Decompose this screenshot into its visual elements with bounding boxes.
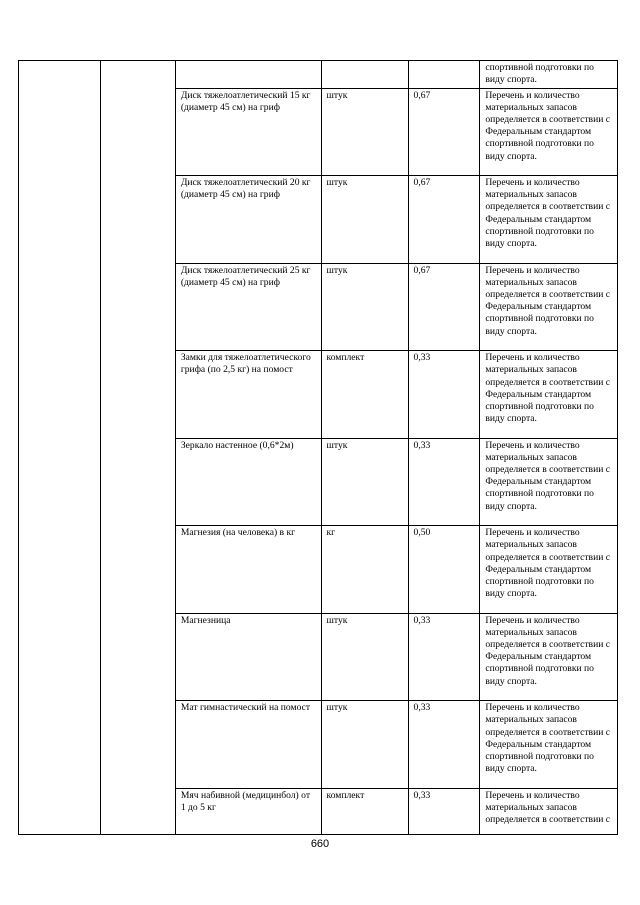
cell-note: Перечень и количество материальных запасов определяется в соответствии с Федеральным стандартом спортивной подготовки по виду спорта. [480,613,618,701]
cell-name: Мяч набивной (медицинбол) от 1 до 5 кг [175,788,321,834]
cell-qty [408,61,480,89]
cell-qty: 0,67 [408,88,480,176]
cell-qty: 0,33 [408,701,480,789]
cell-note: Перечень и количество материальных запасов определяется в соответствии с Федеральным стандартом спортивной подготовки по виду спорта. [480,351,618,439]
cell-unit: штук [321,88,408,176]
cell-unit: штук [321,263,408,351]
cell-note: Перечень и количество материальных запасов определяется в соответствии с Федеральным стандартом спортивной подготовки по виду спорта. [480,263,618,351]
cell-name: Магнезия (на человека) в кг [175,526,321,614]
cell-qty: 0,50 [408,526,480,614]
cell-name: Замки для тяжелоатлетического грифа (по 2,5 кг) на помост [175,351,321,439]
cell-unit: штук [321,438,408,526]
cell-qty: 0,33 [408,613,480,701]
cell-note: спортивной подготовки по виду спорта. [480,61,618,89]
cell-unit: штук [321,613,408,701]
cell-note: Перечень и количество материальных запасов определяется в соответствии с [480,788,618,834]
cell-name: Диск тяжелоатлетический 25 кг (диаметр 45 см) на гриф [175,263,321,351]
cell-name: Зеркало настенное (0,6*2м) [175,438,321,526]
cell-note: Перечень и количество материальных запасов определяется в соответствии с Федеральным стандартом спортивной подготовки по виду спорта. [480,88,618,176]
cell-qty: 0,33 [408,351,480,439]
cell-qty: 0,33 [408,788,480,834]
cell-note: Перечень и количество материальных запасов определяется в соответствии с Федеральным стандартом спортивной подготовки по виду спорта. [480,438,618,526]
cell-qty: 0,33 [408,438,480,526]
equipment-table [18,60,618,835]
cell-unit: кг [321,526,408,614]
cell-unit: комплект [321,351,408,439]
cell-name: Диск тяжелоатлетический 20 кг (диаметр 45 см) на гриф [175,176,321,264]
cell-name: Диск тяжелоатлетический 15 кг (диаметр 45 см) на гриф [175,88,321,176]
cell-note: Перечень и количество материальных запасов определяется в соответствии с Федеральным стандартом спортивной подготовки по виду спорта. [480,701,618,789]
cell-qty: 0,67 [408,176,480,264]
cell-unit: комплект [321,788,408,834]
cell-unit: штук [321,176,408,264]
cell-note: Перечень и количество материальных запасов определяется в соответствии с Федеральным стандартом спортивной подготовки по виду спорта. [480,176,618,264]
cell-qty: 0,67 [408,263,480,351]
page-number: 660 [310,838,330,850]
cell-unit [321,61,408,89]
cell-note: Перечень и количество материальных запасов определяется в соответствии с Федеральным стандартом спортивной подготовки по виду спорта. [480,526,618,614]
merged-cell-col2 [100,61,175,835]
cell-name: Мат гимнастический на помост [175,701,321,789]
table-row-continuation [19,61,618,89]
cell-name: Магнезница [175,613,321,701]
merged-cell-col1 [19,61,101,835]
cell-name [175,61,321,89]
cell-unit: штук [321,701,408,789]
